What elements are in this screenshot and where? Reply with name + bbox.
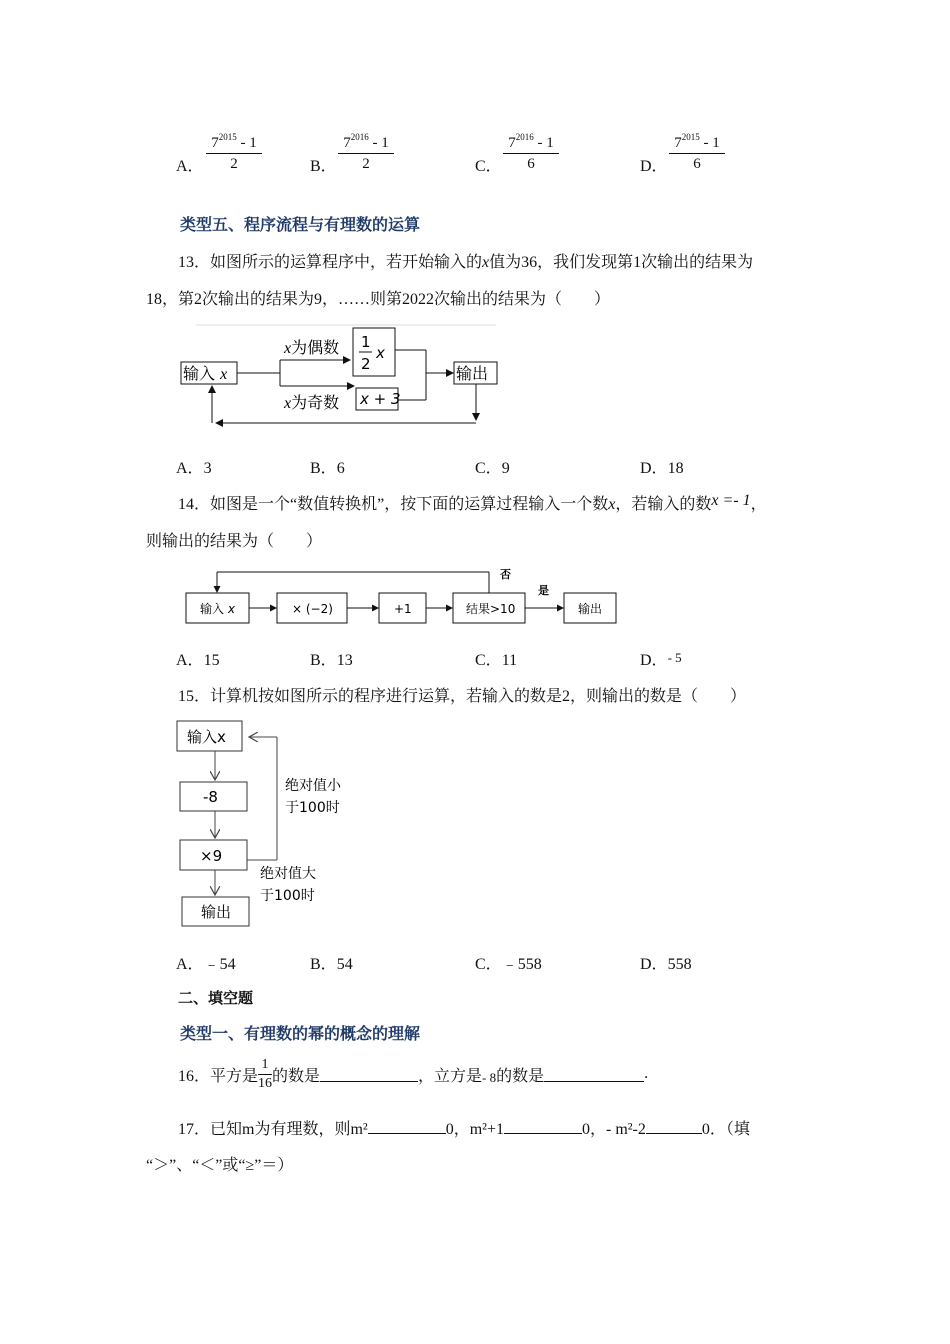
q15-times9-label: ×9 [200, 847, 223, 865]
q14-input-label: 输入 x [200, 602, 235, 616]
q14-option-a: A．15 [176, 652, 220, 669]
q13-half-num: 1 [361, 333, 371, 351]
q12-option-b-label: B． [310, 158, 337, 175]
q15-option-a: A．﹣54 [176, 956, 236, 973]
q13-half-den: 2 [361, 355, 371, 373]
q13-option-b: B．6 [310, 460, 345, 477]
q15-output-label: 输出 [201, 903, 232, 921]
q16-line: 16．平方是 $\frac{1}{16}$ 的数是 ，立方是 - 8 的数是 . [178, 1056, 649, 1091]
q14-times-label: × (−2) [292, 602, 333, 616]
q13-option-d: D．18 [640, 460, 684, 477]
q13-option-a: A．3 [176, 460, 212, 477]
q13-output-label: 输出 [456, 364, 489, 383]
q17-blank-1[interactable] [368, 1119, 446, 1134]
q14-option-d: D．- 5 [640, 650, 682, 669]
q13-even-label: x为偶数 [284, 338, 340, 357]
q13-half-var: x [376, 344, 385, 362]
part2-heading: 二、填空题 [178, 990, 254, 1007]
q14-yes-label: 是 [538, 584, 549, 597]
q17-line2: “＞”、“＜”或“≥”＝） [146, 1157, 294, 1174]
q15-flowchart [170, 715, 370, 935]
q14-flowchart [180, 562, 630, 632]
q12-option-d-label: D． [640, 158, 668, 175]
q14-line2: 则输出的结果为（ ） [146, 533, 323, 550]
section-heading-type5: 类型五、程序流程与有理数的运算 [180, 217, 421, 234]
q17-line1: 17．已知m为有理数，则m² 0，m²+1 0，- m²-2 0．（填 [178, 1121, 750, 1138]
q17-blank-3[interactable] [646, 1119, 702, 1134]
q12-option-c-label: C． [475, 158, 502, 175]
q14-plus-label: +1 [394, 602, 412, 616]
q17-blank-2[interactable] [504, 1119, 582, 1134]
q15-option-c: C．﹣558 [475, 956, 542, 973]
q15-exit-label-1: 绝对值大 [260, 866, 316, 882]
q16-blank-1[interactable] [320, 1067, 418, 1082]
q14-result-label: 结果>10 [466, 602, 516, 616]
q16-blank-2[interactable] [544, 1067, 644, 1082]
q16-fraction: $\frac{1}{16}$ [258, 1056, 273, 1091]
q12-option-d-fraction: $\frac{7^{2015} - 1}{6}$ [669, 127, 725, 174]
q14-output-label: 输出 [578, 602, 603, 616]
q12-option-a-label: A． [176, 158, 204, 175]
q15-text: 15．计算机按如图所示的程序进行运算，若输入的数是2，则输出的数是（ ） [178, 688, 747, 705]
q13-odd-label: x为奇数 [284, 393, 340, 412]
q14-line1: 14．如图是一个“数值转换机”，按下面的运算过程输入一个数x，若输入的数x =- 1， [178, 492, 767, 513]
q12-option-b-fraction: $\frac{7^{2016} - 1}{2}$ [338, 127, 394, 174]
q15-option-b: B．54 [310, 956, 353, 973]
q15-exit-label-2: 于100时 [260, 888, 315, 904]
q15-loop-label-2: 于100时 [285, 800, 340, 816]
q12-option-a-fraction: $\frac{7^{2015} - 1}{2}$ [206, 127, 262, 174]
q15-input-label: 输入x [187, 728, 226, 746]
q14-option-c: C．11 [475, 652, 518, 669]
section-heading-type1: 类型一、有理数的幂的概念的理解 [180, 1026, 421, 1043]
q15-minus8-label: -8 [203, 788, 218, 806]
q13-plus3-expr: x + 3 [360, 390, 401, 408]
q13-line2: 18，第2次输出的结果为9，……则第2022次输出的结果为（ ） [146, 291, 611, 308]
q13-input-label: 输入 x [183, 364, 228, 383]
q15-option-d: D．558 [640, 956, 692, 973]
q12-option-c-fraction: $\frac{7^{2016} - 1}{6}$ [503, 127, 559, 174]
q13-flowchart [176, 320, 506, 435]
q15-loop-label-1: 绝对值小 [285, 778, 341, 794]
q13-option-c: C．9 [475, 460, 510, 477]
q13-line1: 13．如图所示的运算程序中，若开始输入的x值为36，我们发现第1次输出的结果为 [178, 254, 754, 271]
q14-no-label: 否 [500, 568, 511, 581]
q14-option-b: B．13 [310, 652, 353, 669]
